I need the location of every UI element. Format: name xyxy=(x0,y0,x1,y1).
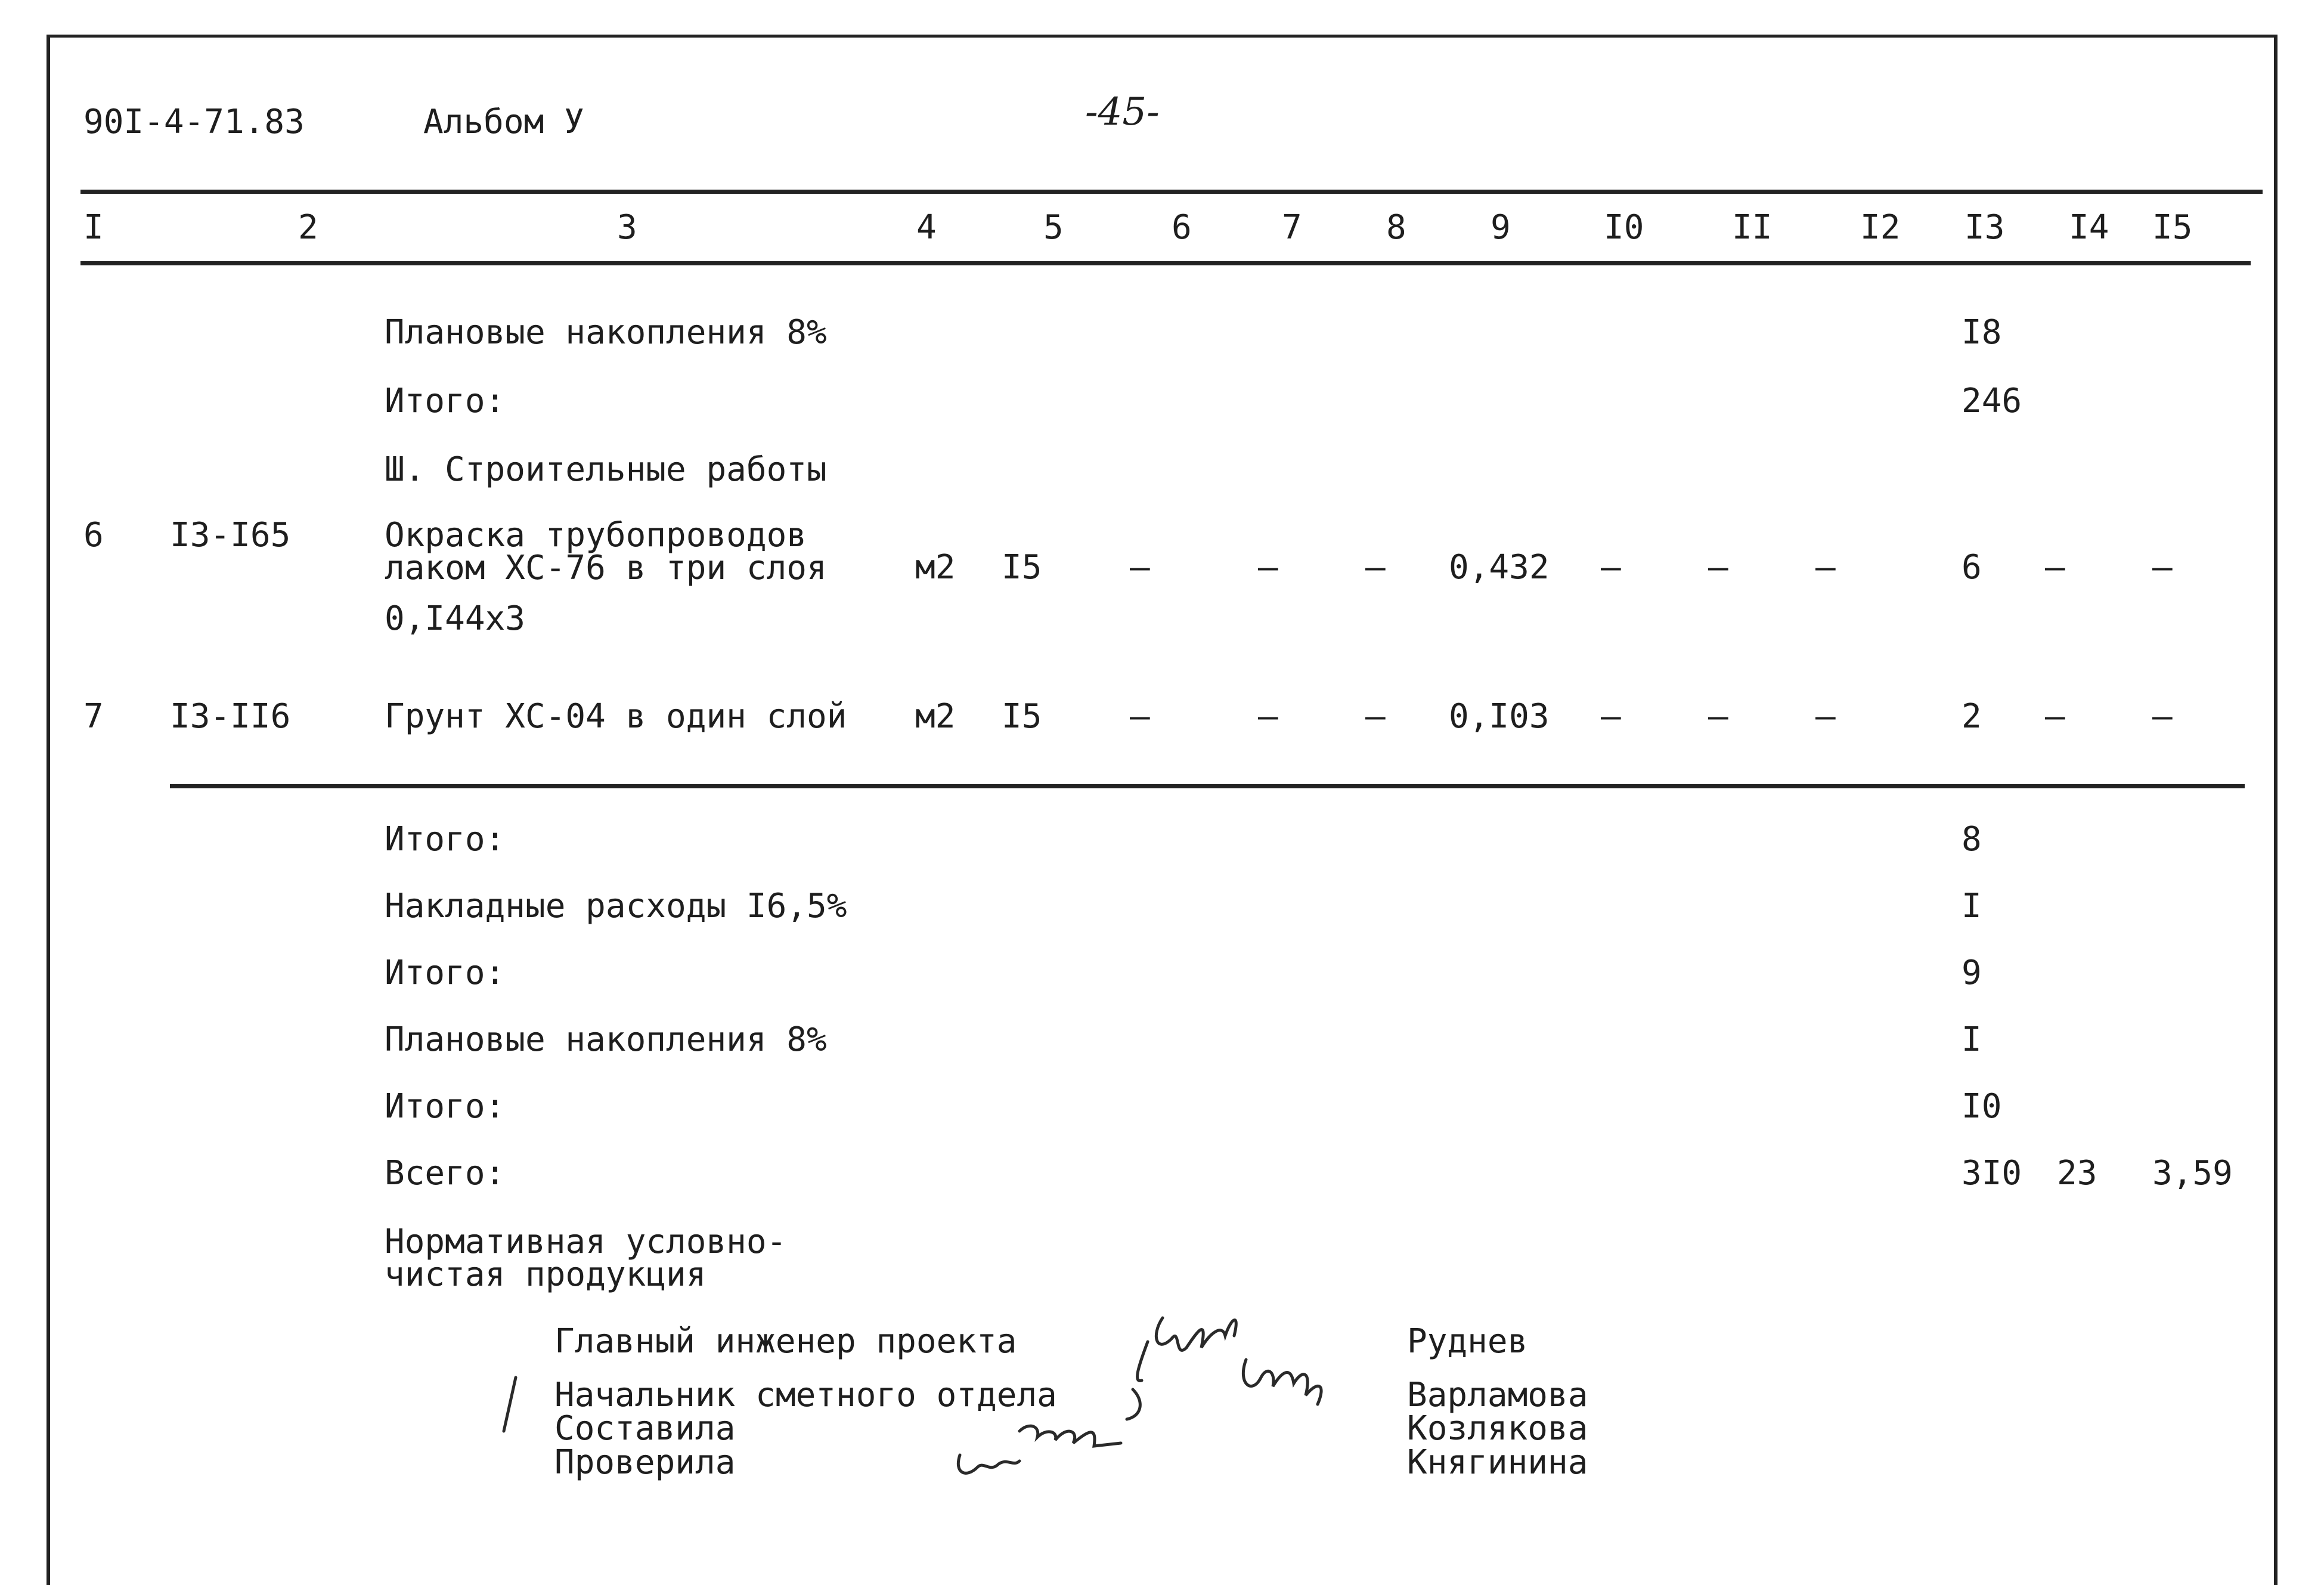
grand-total-c13: 3I0 xyxy=(1962,1154,2022,1193)
handwritten-signatures xyxy=(501,1282,1431,1497)
row-subtotal-1: Итого: xyxy=(385,382,506,420)
item-6-c10: – xyxy=(1601,548,1621,587)
row-planned-savings-1-c13: I8 xyxy=(1962,313,2002,352)
header-top-rule xyxy=(80,190,2263,194)
item-6-name-line2: лаком ХС-76 в три слоя xyxy=(385,549,827,587)
total-row-1: Итого: xyxy=(385,820,506,859)
header-bottom-rule xyxy=(80,261,2251,265)
item-7-unit: м2 xyxy=(915,697,956,736)
item-7-code: I3-II6 xyxy=(170,697,291,736)
col-11: II xyxy=(1732,208,1773,247)
item-7-c12: – xyxy=(1815,697,1836,736)
item-6-c7: – xyxy=(1258,548,1278,587)
normative-line2: чистая продукция xyxy=(385,1255,707,1294)
grand-total-c15: 3,59 xyxy=(2152,1154,2233,1193)
col-15: I5 xyxy=(2152,208,2193,247)
total-row-overhead-c13: I xyxy=(1962,887,1982,925)
col-4: 4 xyxy=(916,208,937,247)
item-6-c11: – xyxy=(1708,548,1728,587)
total-row-5: Итого: xyxy=(385,1087,506,1126)
album-label: Альбом У xyxy=(423,103,584,141)
col-3: 3 xyxy=(617,208,637,247)
signature-chief-engineer xyxy=(1156,1318,1236,1350)
item-6-name-line3: 0,I44x3 xyxy=(385,599,526,638)
signature-role-chief-engineer: Главный инженер проекта xyxy=(554,1322,1017,1361)
row-subtotal-1-c13: 246 xyxy=(1962,382,2022,420)
col-7: 7 xyxy=(1282,208,1302,247)
item-6-c9: 0,432 xyxy=(1449,548,1550,587)
item-7-c10: – xyxy=(1601,697,1621,736)
col-12: I2 xyxy=(1860,208,1901,247)
grand-total-c14: 23 xyxy=(2057,1154,2097,1193)
col-8: 8 xyxy=(1386,208,1406,247)
item-7-c11: – xyxy=(1708,697,1728,736)
item-6-unit: м2 xyxy=(915,548,956,587)
item-6-c12: – xyxy=(1815,548,1836,587)
signature-person-compiled: Козлякова xyxy=(1407,1409,1588,1448)
col-5: 5 xyxy=(1043,208,1064,247)
doc-code: 90I-4-71.83 xyxy=(83,103,305,141)
col-9: 9 xyxy=(1491,208,1511,247)
signature-person-estimate-head: Варламова xyxy=(1407,1376,1588,1414)
item-7-c6: – xyxy=(1130,697,1150,736)
item-7-c7: – xyxy=(1258,697,1278,736)
item-6-num: 6 xyxy=(83,516,104,555)
total-row-5-c13: I0 xyxy=(1962,1087,2002,1126)
signature-checked xyxy=(958,1455,1020,1473)
item-7-num: 7 xyxy=(83,697,104,736)
col-6: 6 xyxy=(1172,208,1192,247)
col-10: I0 xyxy=(1604,208,1644,247)
item-6-c14: – xyxy=(2045,548,2065,587)
item-7-c14: – xyxy=(2045,697,2065,736)
total-row-1-c13: 8 xyxy=(1962,820,1982,859)
col-1: I xyxy=(83,208,104,247)
item-6-c6: – xyxy=(1130,548,1150,587)
item-6-code: I3-I65 xyxy=(170,516,291,555)
col-13: I3 xyxy=(1964,208,2005,247)
signature-compiled xyxy=(1020,1426,1121,1446)
items-bottom-rule xyxy=(170,784,2245,788)
col-14: I4 xyxy=(2069,208,2109,247)
item-7-c8: – xyxy=(1365,697,1386,736)
item-6-qty: I5 xyxy=(1002,548,1042,587)
signature-person-chief-engineer: Руднев xyxy=(1407,1322,1528,1361)
signature-role-compiled: Составила xyxy=(554,1409,736,1448)
item-7-c13: 2 xyxy=(1962,697,1982,736)
total-row-planned-savings-c13: I xyxy=(1962,1020,1982,1059)
item-6-c13: 6 xyxy=(1962,548,1982,587)
item-7-c15: – xyxy=(2152,697,2173,736)
total-row-3-c13: 9 xyxy=(1962,954,1982,992)
normative-line1: Нормативная условно- xyxy=(385,1222,787,1261)
item-7-c9: 0,I03 xyxy=(1449,697,1550,736)
item-6-c8: – xyxy=(1365,548,1386,587)
margin-mark xyxy=(504,1377,516,1431)
total-row-overhead: Накладные расходы I6,5% xyxy=(385,887,847,925)
grand-total: Всего: xyxy=(385,1154,506,1193)
signature-role-checked: Проверила xyxy=(554,1443,736,1482)
item-6-name-line1: Окраска трубопроводов xyxy=(385,516,807,555)
item-6-c15: – xyxy=(2152,548,2173,587)
item-7-qty: I5 xyxy=(1002,697,1042,736)
signature-person-checked: Княгинина xyxy=(1407,1443,1588,1482)
total-row-3: Итого: xyxy=(385,954,506,992)
page-number: -45- xyxy=(1085,90,1160,134)
signature-role-estimate-head: Начальник сметного отдела xyxy=(554,1376,1057,1414)
section-heading: Ш. Строительные работы xyxy=(385,450,827,489)
row-planned-savings-1: Плановые накопления 8% xyxy=(385,313,827,352)
signature-estimate-head xyxy=(1243,1360,1321,1404)
item-7-name: Грунт ХС-04 в один слой xyxy=(385,697,847,736)
col-2: 2 xyxy=(298,208,318,247)
total-row-planned-savings: Плановые накопления 8% xyxy=(385,1020,827,1059)
